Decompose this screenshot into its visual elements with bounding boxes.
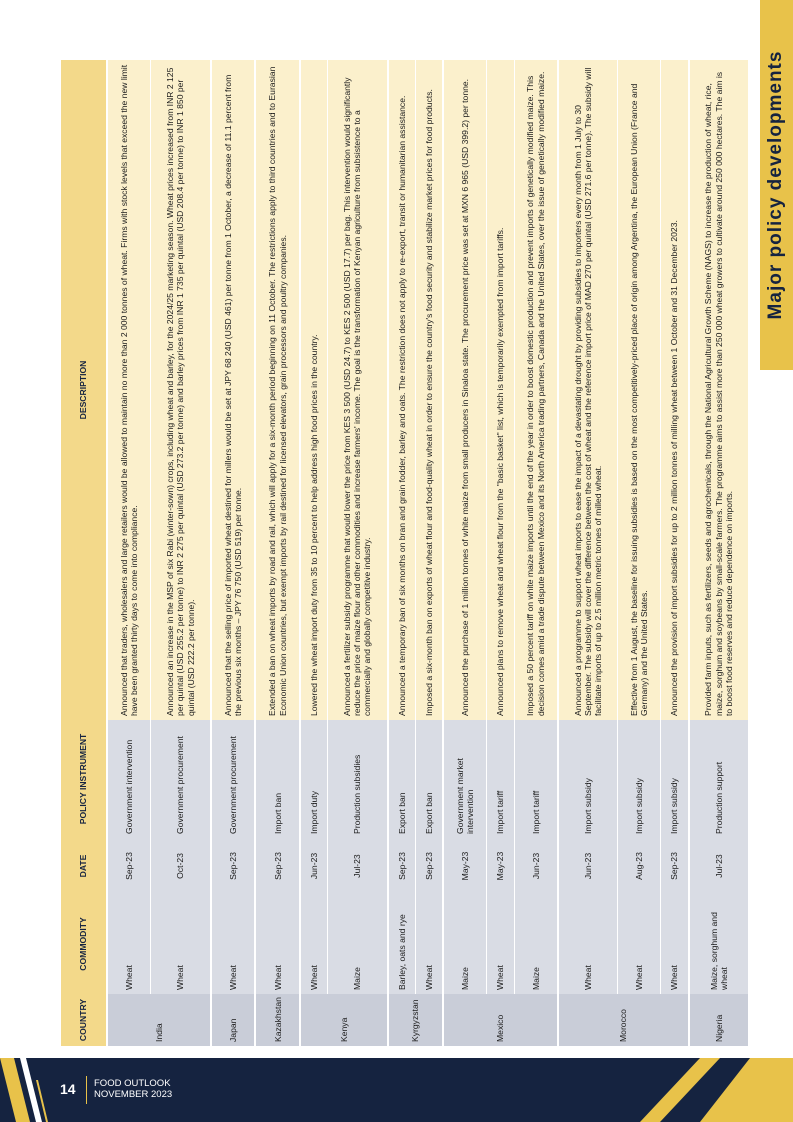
cell-desc: Announced the purchase of 1 million tonnes of white maize from small producers in Sinaloa state. The procurement price was set at MXN 6 965 (USD 399.2) per tonne. (443, 60, 487, 720)
cell-desc: Extended a ban on wheat imports by road and rail, which will apply for a six-month period beginning on 11 October. The restrictions apply to third countries and to Eurasian Economic Union countries, but exempt imports by rail destined for licensed elevators, grain processors and poultry companies. (255, 60, 300, 720)
left-margin (0, 0, 48, 1060)
policy-table-rotated (61, 60, 749, 1046)
cell-date: Oct-23 (151, 838, 211, 894)
cell-instrument: Government procurement (151, 720, 211, 838)
cell-instrument: Import ban (255, 720, 300, 838)
cell-commodity: Maize (443, 894, 487, 994)
header-country: COUNTRY (61, 994, 107, 1046)
cell-commodity: Wheat (151, 894, 211, 994)
cell-desc: Imposed a 50 percent tariff on white maize imports until the end of the year in order to boost domestic production and prevent imports of genetically modified maize. This decision comes amid a trade dispute between Mexico and its North America trading partners, Canada and the United States, over the issue of genetically modified maize. (514, 60, 558, 720)
publication-title: FOOD OUTLOOK (94, 1078, 171, 1089)
cell-date: Jul-23 (689, 838, 749, 894)
header-policy-instrument: POLICY INSTRUMENT (61, 720, 107, 838)
table-row (151, 60, 211, 1046)
header-date: DATE (61, 838, 107, 894)
policy-table-frame (61, 60, 749, 1046)
cell-country: Kazakhstan (255, 994, 300, 1046)
cell-desc: Lowered the wheat import duty from 35 to 10 percent to help address high food prices in the country. (300, 60, 328, 720)
table-row (388, 60, 416, 1046)
cell-desc: Provided farm inputs, such as fertilizers, seeds and agrochemicals, through the National Agricultural Growth Scheme (NAGS) to increase the production of wheat, rice, maize, sorghum and soybeans by small-scale farmers. The programme aims to assist more than 250 000 wheat growers to cultivate around 250 000 hectares. The aim is to boost food reserves and reduce dependence on imports. (689, 60, 749, 720)
cell-instrument: Production support (689, 720, 749, 838)
cell-commodity: Maize (328, 894, 388, 994)
cell-instrument: Export ban (388, 720, 416, 838)
cell-instrument: Import tariff (514, 720, 558, 838)
table-row (300, 60, 328, 1046)
table-row (558, 60, 618, 1046)
cell-commodity: Barley, oats and rye (388, 894, 416, 994)
cell-date: Jun-23 (514, 838, 558, 894)
cell-date: Jul-23 (328, 838, 388, 894)
table-row (618, 60, 661, 1046)
cell-date: May-23 (487, 838, 514, 894)
table-row (514, 60, 558, 1046)
policy-table (61, 60, 749, 1046)
cell-commodity: Maize, sorghum and wheat (689, 894, 749, 994)
cell-instrument: Export ban (415, 720, 443, 838)
cell-date: Jun-23 (300, 838, 328, 894)
cell-desc: Announced an increase in the MSP of six Rabi (winter-sown) crops, including wheat and barley, for the 2024/25 marketing season. Wheat prices increased from INR 2 125 per quintal (USD 255.2 per tonne) to INR 2 275 per quintal (USD 273.2 per tonne) and barley prices from INR 1 735 per quintal (USD 208.4 per tonne) to INR 1 850 per quintal (USD 222.2 per tonne). (151, 60, 211, 720)
table-row (211, 60, 256, 1046)
cell-instrument: Import duty (300, 720, 328, 838)
cell-desc: Announced that traders, wholesalers and large retailers would be allowed to maintain no more than 2 000 tonnes of wheat. Firms with stock levels that exceed the new limit have been granted thirty days to come into compliance. (107, 60, 151, 720)
cell-desc: Announced a programme to support wheat imports to ease the impact of a devastating drought by providing subsidies to importers every month from 1 July to 30 September. The subsidy will cover the difference between the cost of wheat and the reference import price of MAD 270 per quintal (USD 271.6 per tonne). The subsidy will facilitate imports of up to 2.5 million metric tonnes of milled wheat. (558, 60, 618, 720)
cell-instrument: Government market intervention (443, 720, 487, 838)
cell-date: Sep-23 (388, 838, 416, 894)
section-title: Major policy developments (765, 50, 786, 320)
cell-instrument: Import tariff (487, 720, 514, 838)
table-row (255, 60, 300, 1046)
table-row (661, 60, 689, 1046)
cell-commodity: Wheat (558, 894, 618, 994)
cell-instrument: Import subsidy (618, 720, 661, 838)
cell-desc: Announced a fertilizer subsidy programme that would lower the price from KES 3 500 (USD 24.7) to KES 2 500 (USD 17.7) per bag. This intervention would significantly reduce the price of maize flour and other commodities and increase farmers' income. The goal is the transformation of Kenyan agriculture from subsistence to a commercially and globally competitive industry. (328, 60, 388, 720)
table-header-row (61, 60, 107, 1046)
header-description: DESCRIPTION (61, 60, 107, 720)
cell-commodity: Wheat (300, 894, 328, 994)
table-row (689, 60, 749, 1046)
cell-desc: Announced plans to remove wheat and wheat flour from the "basic basket" list, which is temporarily exempted from import tariffs. (487, 60, 514, 720)
cell-commodity: Wheat (661, 894, 689, 994)
cell-date: May-23 (443, 838, 487, 894)
cell-desc: Announced the provision of import subsidies for up to 2 million tonnes of milling wheat between 1 October and 31 December 2023. (661, 60, 689, 720)
cell-instrument: Production subsidies (328, 720, 388, 838)
cell-desc: Announced a temporary ban of six months on bran and grain fodder, barley and oats. The restriction does not apply to re-export, transit or humanitarian assistance. (388, 60, 416, 720)
cell-country: Japan (211, 994, 256, 1046)
cell-date: Sep-23 (661, 838, 689, 894)
cell-desc: Announced that the selling price of imported wheat destined for millers would be set at JPY 68 240 (USD 461) per tonne from 1 October, a decrease of 11.1 percent from the previous six months – JPY 76 750 (USD 519) per tonne. (211, 60, 256, 720)
cell-date: Aug-23 (618, 838, 661, 894)
table-row (487, 60, 514, 1046)
table-row (328, 60, 388, 1046)
publication-date: NOVEMBER 2023 (94, 1089, 173, 1100)
cell-country: Kenya (300, 994, 388, 1046)
cell-country: Mexico (443, 994, 558, 1046)
cell-date: Jun-23 (558, 838, 618, 894)
table-row (107, 60, 151, 1046)
cell-country: Morocco (558, 994, 689, 1046)
cell-commodity: Wheat (107, 894, 151, 994)
cell-date: Sep-23 (211, 838, 256, 894)
cell-instrument: Import subsidy (558, 720, 618, 838)
header-commodity: COMMODITY (61, 894, 107, 994)
publication-info (94, 1078, 172, 1100)
table-row (443, 60, 487, 1046)
cell-commodity: Wheat (487, 894, 514, 994)
cell-date: Sep-23 (107, 838, 151, 894)
cell-commodity: Wheat (618, 894, 661, 994)
cell-desc: Effective from 1 August, the baseline for issuing subsidies is based on the most competitively-priced place of origin among Argentina, the European Union (France and Germany) and the United States. (618, 60, 661, 720)
cell-country: India (107, 994, 211, 1046)
table-row (415, 60, 443, 1046)
cell-desc: Imposed a six-month ban on exports of wheat flour and food-quality wheat in order to ensure the country's food security and stabilize market prices for food products. (415, 60, 443, 720)
cell-commodity: Maize (514, 894, 558, 994)
cell-country: Nigeria (689, 994, 749, 1046)
cell-instrument: Government procurement (211, 720, 256, 838)
cell-instrument: Government intervention (107, 720, 151, 838)
page-number: 14 (60, 1081, 76, 1097)
cell-date: Sep-23 (255, 838, 300, 894)
table-body (107, 60, 749, 1046)
footer-divider (86, 1076, 87, 1104)
cell-commodity: Wheat (211, 894, 256, 994)
cell-commodity: Wheat (255, 894, 300, 994)
cell-date: Sep-23 (415, 838, 443, 894)
cell-instrument: Import subsidy (661, 720, 689, 838)
cell-commodity: Wheat (415, 894, 443, 994)
cell-country: Kyrgyzstan (388, 994, 444, 1046)
